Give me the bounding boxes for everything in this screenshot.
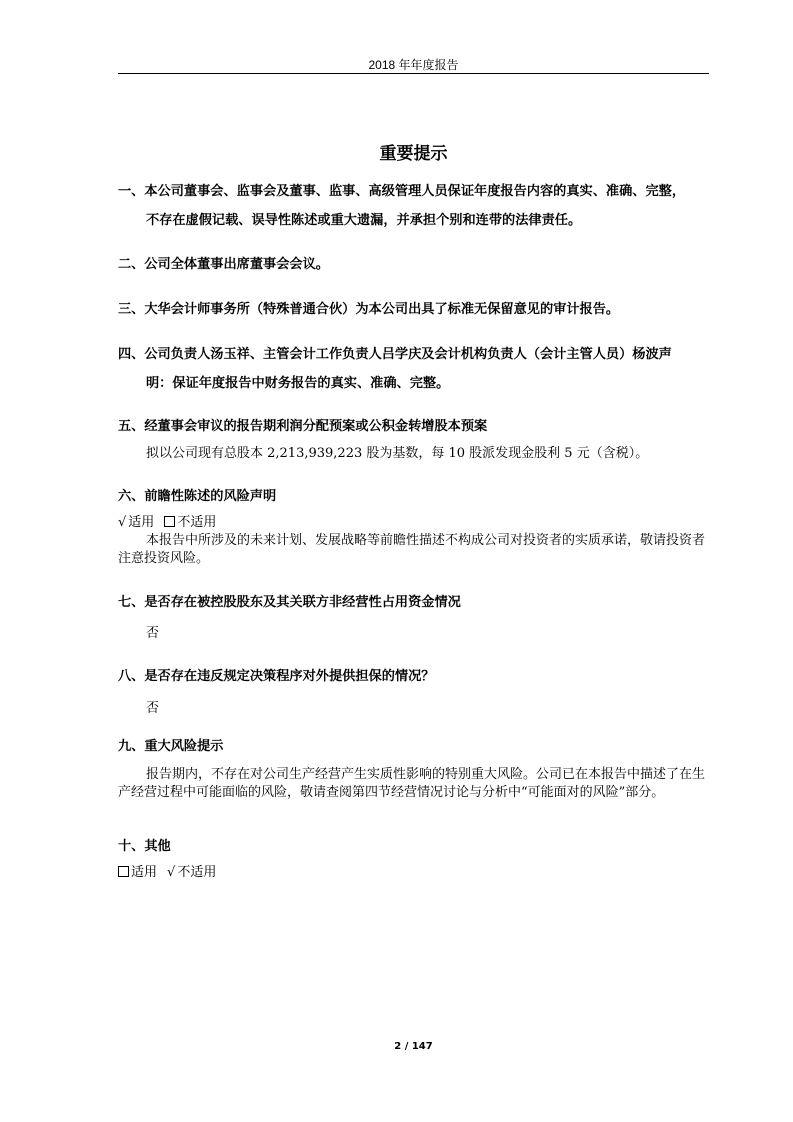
running-header: 2018 年年度报告 — [368, 58, 459, 72]
option-applicable-label: 适用 — [128, 515, 155, 530]
section-5-heading: 五、经董事会审议的报告期利润分配预案或公积金转增股本预案 — [118, 419, 488, 434]
section-4-line-2: 明：保证年度报告中财务报告的真实、准确、完整。 — [146, 376, 450, 391]
section-1-line-2: 不存在虚假记载、误导性陈述或重大遗漏，并承担个别和连带的法律责任。 — [146, 213, 582, 228]
check-mark-icon: √ — [118, 515, 127, 530]
page-number: 2 / 147 — [394, 1041, 433, 1052]
page-title: 重要提示 — [379, 144, 448, 164]
empty-checkbox-icon — [118, 866, 129, 877]
option-not-applicable-label: 不适用 — [177, 865, 217, 880]
option-not-applicable-label: 不适用 — [177, 515, 217, 530]
section-6-options — [118, 514, 216, 532]
section-5-body: 拟以公司现有总股本 2,213,939,223 股为基数，每 10 股派发现金股利 5 元（含税）。 — [146, 446, 649, 461]
check-mark-icon: √ — [167, 865, 176, 880]
section-1-line-1: 一、本公司董事会、监事会及董事、监事、高级管理人员保证年度报告内容的真实、准确、完整， — [118, 184, 686, 199]
empty-checkbox-icon — [164, 516, 175, 527]
section-10-heading: 十、其他 — [118, 839, 171, 854]
section-8-heading: 八、是否存在违反规定决策程序对外提供担保的情况？ — [118, 669, 435, 684]
section-9-body: 报告期内，不存在对公司生产经营产生实质性影响的特别重大风险。公司已在本报告中描述了在生产经营过程中可能面临的风险，敬请查阅第四节经营情况讨论与分析中“可能面对的风险”部分。 — [118, 767, 706, 800]
section-7-heading: 七、是否存在被控股股东及其关联方非经营性占用资金情况 — [118, 595, 461, 610]
section-9-heading: 九、重大风险提示 — [118, 739, 224, 754]
option-applicable-label: 适用 — [131, 865, 158, 880]
section-3-heading: 三、大华会计师事务所（特殊普通合伙）为本公司出具了标准无保留意见的审计报告。 — [118, 302, 620, 317]
section-6-heading: 六、前瞻性陈述的风险声明 — [118, 489, 277, 504]
section-8-body: 否 — [146, 701, 160, 716]
section-1 — [118, 177, 713, 235]
section-7-body: 否 — [146, 626, 160, 641]
section-10-options — [118, 864, 216, 882]
section-4-line-1: 四、公司负责人汤玉祥、主管会计工作负责人吕学庆及会计机构负责人（会计主管人员）杨波声 — [118, 347, 672, 362]
header-divider — [118, 73, 709, 74]
section-6-body: 本报告中所涉及的未来计划、发展战略等前瞻性描述不构成公司对投资者的实质承诺，敬请投资者注意投资风险。 — [118, 533, 706, 566]
section-2-heading: 二、公司全体董事出席董事会会议。 — [118, 257, 329, 272]
section-4 — [118, 340, 713, 398]
